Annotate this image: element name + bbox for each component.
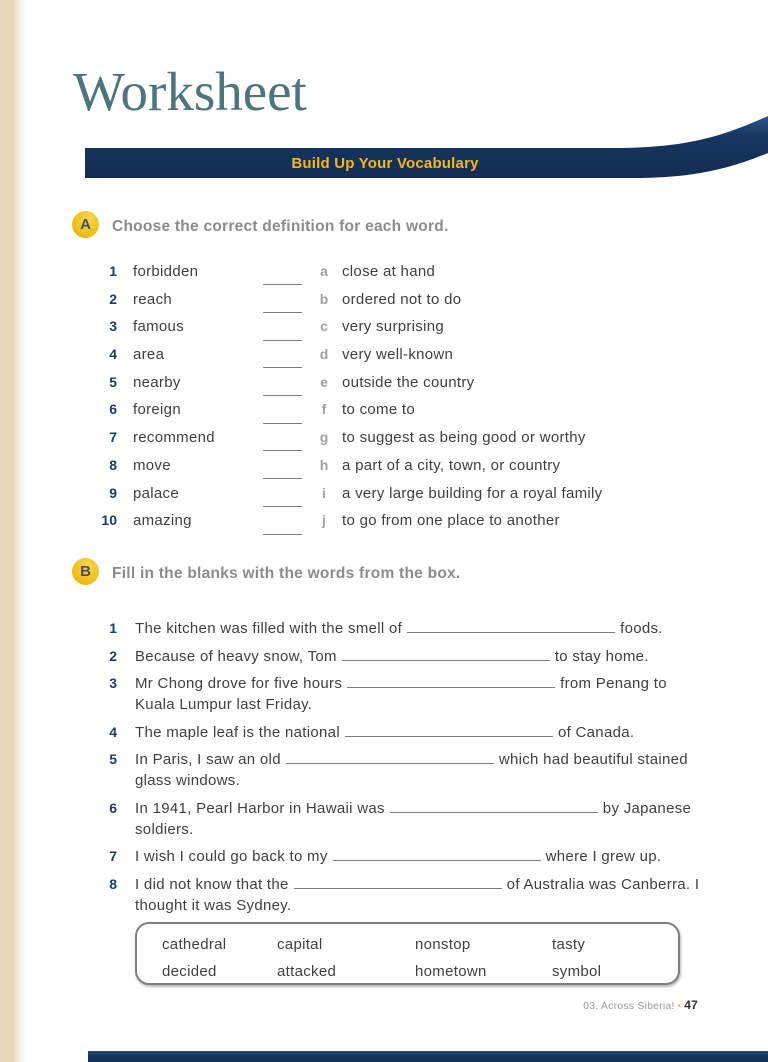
sentence-fragment: by Japanese bbox=[602, 799, 692, 817]
sentence-line bbox=[135, 694, 667, 715]
match-row bbox=[0, 258, 720, 286]
match-row bbox=[0, 396, 720, 424]
match-row bbox=[0, 286, 720, 314]
footer bbox=[583, 998, 698, 1012]
page-title: Worksheet bbox=[73, 61, 307, 122]
option-letter: d bbox=[319, 346, 329, 363]
answer-blank[interactable] bbox=[263, 294, 302, 313]
answer-blank[interactable] bbox=[347, 675, 555, 688]
item-number: 7 bbox=[109, 429, 117, 446]
sentence-fragment: Because of heavy snow, Tom bbox=[135, 647, 337, 665]
answer-blank[interactable] bbox=[263, 405, 302, 424]
item-number: 6 bbox=[109, 401, 117, 418]
sentence-line bbox=[135, 895, 699, 916]
sentence-fragment: I wish I could go back to my bbox=[135, 848, 328, 865]
item-number: 4 bbox=[109, 346, 117, 363]
item-number: 2 bbox=[109, 290, 117, 307]
option-definition: to come to bbox=[342, 401, 416, 419]
sentence-text bbox=[135, 646, 649, 667]
option-definition: to go from one place to another bbox=[342, 512, 560, 530]
word-box-item: symbol bbox=[552, 963, 602, 980]
option-definition: very well-known bbox=[342, 346, 454, 364]
sentence-fragment: The maple leaf is the national bbox=[135, 723, 340, 741]
sentence-line bbox=[135, 618, 663, 639]
sentence-fragment: which had beautiful stained bbox=[498, 751, 688, 768]
footer-chapter: 03. Across Siberia! bbox=[583, 1000, 675, 1012]
section-b-heading: Fill in the blanks with the words from the box. bbox=[112, 565, 461, 582]
sentence-text bbox=[135, 722, 634, 743]
sentence-line bbox=[135, 798, 691, 819]
word-box-grid bbox=[137, 924, 678, 985]
option-definition: a very large building for a royal family bbox=[342, 484, 603, 502]
word-box-item: hometown bbox=[415, 963, 487, 980]
sentence-text bbox=[135, 798, 691, 840]
option-letter: g bbox=[319, 429, 329, 446]
sentence-fragment: thought it was Sydney. bbox=[135, 896, 292, 914]
answer-blank[interactable] bbox=[263, 266, 302, 285]
section-a-heading: Choose the correct definition for each word. bbox=[112, 218, 449, 235]
definition-match-list bbox=[0, 258, 720, 535]
item-number: 2 bbox=[109, 647, 117, 664]
option-definition: a part of a city, town, or country bbox=[342, 456, 561, 474]
sentence-line bbox=[135, 646, 649, 667]
answer-blank[interactable] bbox=[294, 876, 502, 889]
sentence-fragment: of Australia was Canberra. I bbox=[506, 875, 700, 893]
answer-blank[interactable] bbox=[263, 460, 302, 479]
word-box-item: tasty bbox=[552, 936, 586, 953]
word-box-item: attacked bbox=[277, 963, 337, 980]
match-row bbox=[0, 452, 720, 480]
sentence-fragment: where I grew up. bbox=[545, 848, 662, 865]
match-row bbox=[0, 480, 720, 508]
option-letter: j bbox=[322, 512, 326, 529]
item-word: recommend bbox=[133, 429, 215, 447]
option-letter: c bbox=[320, 318, 328, 335]
item-number: 7 bbox=[109, 848, 117, 864]
footer-separator-dot: • bbox=[677, 1001, 682, 1012]
word-box bbox=[135, 922, 680, 985]
sentence-fragment: In 1941, Pearl Harbor in Hawaii was bbox=[135, 799, 385, 817]
fill-item bbox=[0, 874, 760, 916]
sentence-line bbox=[135, 749, 688, 770]
answer-blank[interactable] bbox=[345, 724, 553, 737]
word-box-item: nonstop bbox=[415, 936, 471, 953]
answer-blank[interactable] bbox=[286, 751, 494, 764]
sentence-fragment: foods. bbox=[620, 620, 663, 637]
fill-item bbox=[0, 749, 760, 791]
item-word: reach bbox=[133, 290, 173, 308]
fill-item bbox=[0, 646, 760, 667]
match-row bbox=[0, 313, 720, 341]
answer-blank[interactable] bbox=[263, 322, 302, 341]
option-definition: very surprising bbox=[342, 318, 445, 336]
item-word: palace bbox=[133, 484, 180, 502]
word-box-item: cathedral bbox=[162, 936, 227, 953]
item-number: 10 bbox=[101, 512, 117, 529]
section-b-badge: B bbox=[72, 558, 99, 585]
word-box-item: decided bbox=[162, 963, 217, 980]
item-word: nearby bbox=[133, 373, 181, 391]
sentence-fragment: The kitchen was filled with the smell of bbox=[135, 620, 403, 637]
answer-blank[interactable] bbox=[263, 377, 302, 396]
bottom-accent-bar bbox=[88, 1051, 768, 1062]
item-word: forbidden bbox=[133, 263, 199, 280]
footer-page-number: 47 bbox=[684, 998, 698, 1012]
item-number: 5 bbox=[109, 373, 117, 390]
item-number: 3 bbox=[109, 675, 117, 691]
banner-label: Build Up Your Vocabulary bbox=[291, 155, 479, 172]
banner-swoosh bbox=[85, 100, 768, 190]
answer-blank[interactable] bbox=[390, 800, 598, 813]
sentence-line bbox=[135, 819, 691, 840]
match-row bbox=[0, 341, 720, 369]
fill-item bbox=[0, 846, 760, 867]
option-letter: b bbox=[319, 290, 329, 307]
answer-blank[interactable] bbox=[263, 349, 302, 368]
sentence-line bbox=[135, 770, 688, 791]
option-definition: ordered not to do bbox=[342, 290, 462, 308]
answer-blank[interactable] bbox=[263, 516, 302, 535]
item-word: amazing bbox=[133, 512, 192, 530]
answer-blank[interactable] bbox=[342, 648, 550, 661]
item-word: area bbox=[133, 346, 165, 364]
item-number: 6 bbox=[109, 799, 117, 816]
answer-blank[interactable] bbox=[263, 488, 302, 507]
item-word: foreign bbox=[133, 401, 181, 419]
sentence-line bbox=[135, 846, 661, 867]
sentence-fragment: Mr Chong drove for five hours bbox=[135, 675, 343, 692]
sentence-text bbox=[135, 673, 667, 715]
option-letter: i bbox=[322, 484, 326, 501]
sentence-text bbox=[135, 846, 661, 867]
fill-item bbox=[0, 722, 760, 743]
option-letter: h bbox=[319, 456, 329, 473]
item-number: 9 bbox=[109, 484, 117, 501]
match-row bbox=[0, 424, 720, 452]
item-number: 1 bbox=[109, 263, 117, 279]
option-letter: f bbox=[321, 401, 327, 418]
sentence-fragment: Kuala Lumpur last Friday. bbox=[135, 696, 313, 713]
item-number: 8 bbox=[109, 875, 117, 892]
answer-blank[interactable] bbox=[263, 432, 302, 451]
vocabulary-banner bbox=[85, 100, 768, 190]
sentence-fragment: of Canada. bbox=[557, 723, 635, 741]
sentence-text bbox=[135, 749, 688, 791]
item-number: 1 bbox=[109, 620, 117, 636]
match-row bbox=[0, 507, 720, 535]
item-number: 4 bbox=[109, 723, 117, 740]
fill-blank-list bbox=[0, 618, 760, 922]
item-word: famous bbox=[133, 318, 184, 336]
fill-item bbox=[0, 798, 760, 840]
sentence-line bbox=[135, 874, 699, 895]
sentence-line bbox=[135, 722, 634, 743]
option-letter: e bbox=[320, 373, 328, 390]
option-definition: close at hand bbox=[342, 263, 436, 280]
sentence-fragment: soldiers. bbox=[135, 820, 194, 838]
section-a-badge: A bbox=[72, 211, 99, 238]
item-number: 5 bbox=[109, 751, 117, 767]
option-definition: to suggest as being good or worthy bbox=[342, 429, 586, 447]
sentence-fragment: to stay home. bbox=[554, 647, 649, 665]
sentence-fragment: glass windows. bbox=[135, 772, 241, 789]
sentence-fragment: I did not know that the bbox=[135, 875, 289, 893]
option-definition: outside the country bbox=[342, 373, 475, 391]
word-box-item: capital bbox=[277, 936, 323, 953]
sentence-text bbox=[135, 618, 663, 639]
answer-blank[interactable] bbox=[333, 848, 541, 861]
sentence-fragment: In Paris, I saw an old bbox=[135, 751, 281, 768]
sentence-line bbox=[135, 673, 667, 694]
option-letter: a bbox=[320, 263, 328, 279]
item-number: 8 bbox=[109, 456, 117, 473]
fill-item bbox=[0, 618, 760, 639]
sentence-text bbox=[135, 874, 699, 916]
answer-blank[interactable] bbox=[407, 620, 615, 633]
item-number: 3 bbox=[109, 318, 117, 335]
sentence-fragment: from Penang to bbox=[560, 675, 667, 692]
match-row bbox=[0, 369, 720, 397]
fill-item bbox=[0, 673, 760, 715]
item-word: move bbox=[133, 456, 171, 474]
